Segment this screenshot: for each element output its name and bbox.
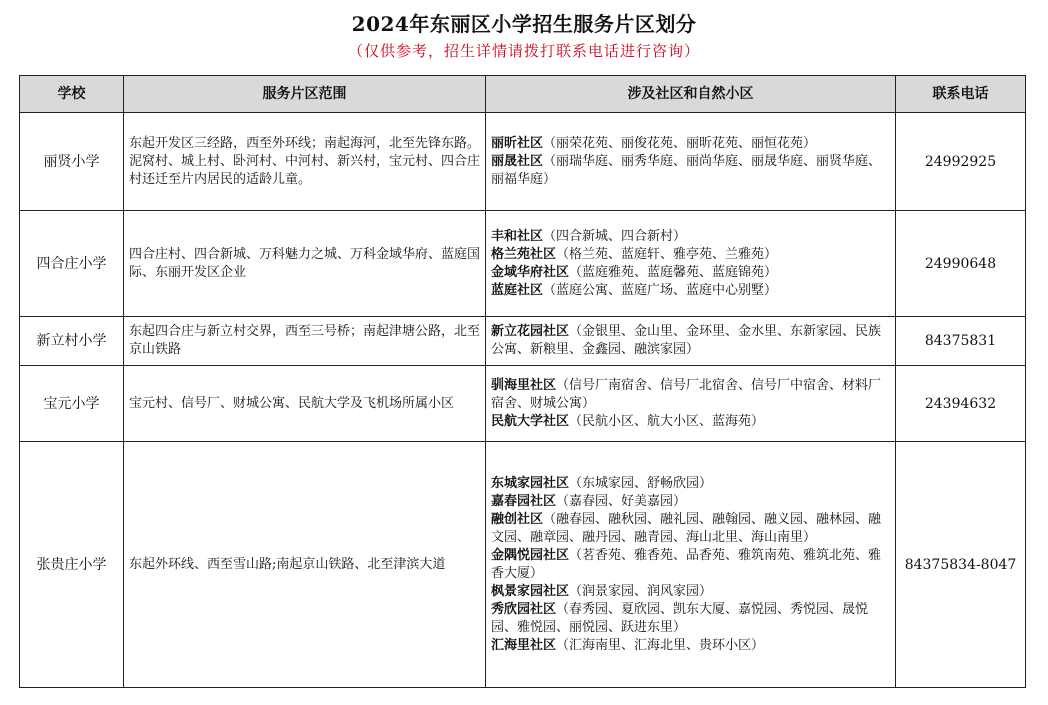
district-table [19,75,1026,688]
community-name: 汇海里社区 [491,637,557,653]
community-item [491,583,890,601]
service-range: 东起四合庄与新立村交界，西至三号桥；南起津塘公路，北至京山铁路 [124,317,486,366]
community-name: 民航大学社区 [491,413,570,429]
community-detail: （丽瑞华庭、丽秀华庭、丽尚华庭、丽晟华庭、丽贤华庭、丽福华庭） [491,153,882,187]
community-item [491,377,890,413]
community-name: 枫景家园社区 [491,583,570,599]
school-name: 新立村小学 [20,317,124,366]
community-name: 东城家园社区 [491,475,570,491]
community-name: 秀欣园社区 [491,601,557,617]
community-item [491,493,890,511]
community-detail: （民航小区、航大小区、蓝海苑） [569,413,765,429]
community-item [491,246,890,264]
community-item [491,601,890,637]
community-item [491,511,890,547]
community-detail: （丽荣花苑、丽俊花苑、丽昕花苑、丽恒花苑） [543,135,817,151]
header-school: 学校 [20,76,124,113]
community-detail: （茗香苑、雅香苑、品香苑、雅筑南苑、雅筑北苑、雅香大厦） [491,547,882,581]
phone-number: 84375834-8047 [896,442,1026,688]
header-communities: 涉及社区和自然小区 [486,76,896,113]
community-detail: （嘉春园、好美嘉园） [556,493,687,509]
community-list [486,211,896,317]
community-detail: （信号厂南宿舍、信号厂北宿舍、信号厂中宿舍、材料厂宿舍、财城公寓） [491,377,882,411]
community-detail: （汇海南里、汇海北里、贵环小区） [556,637,765,653]
community-item [491,228,890,246]
community-detail: （四合新城、四合新村） [543,228,687,244]
community-name: 格兰苑社区 [491,246,557,262]
community-name: 金域华府社区 [491,264,570,280]
community-name: 金隅悦园社区 [491,547,570,563]
header-phone: 联系电话 [896,76,1026,113]
table-header-row [20,76,1026,113]
community-name: 丽昕社区 [491,135,544,151]
community-item [491,475,890,493]
school-name: 宝元小学 [20,366,124,442]
service-range: 宝元村、信号厂、财城公寓、民航大学及飞机场所属小区 [124,366,486,442]
phone-number: 24990648 [896,211,1026,317]
school-name: 四合庄小学 [20,211,124,317]
table-row [20,317,1026,366]
community-name: 驯海里社区 [491,377,557,393]
community-item [491,135,890,153]
community-item [491,264,890,282]
phone-number: 24394632 [896,366,1026,442]
table-row [20,113,1026,211]
table-row [20,442,1026,688]
page-title: 2024年东丽区小学招生服务片区划分 [351,12,697,36]
community-name: 新立花园社区 [491,324,570,339]
page-subtitle: （仅供参考，招生详情请拨打联系电话进行咨询） [347,42,700,60]
community-detail: （格兰苑、蓝庭轩、雅亭苑、兰雅苑） [556,246,778,262]
community-name: 融创社区 [491,511,544,527]
community-name: 丽晟社区 [491,153,544,169]
community-item [491,413,890,431]
community-detail: （金银里、金山里、金环里、金水里、东新家园、民族公寓、新粮里、金鑫园、融滨家园） [491,324,882,357]
community-detail: （融春园、融秋园、融礼园、融翰园、融义园、融林园、融文园、融章园、融丹园、融青园、海山北里、海山南里） [491,511,882,545]
community-detail: （蓝庭公寓、蓝庭广场、蓝庭中心别墅） [543,282,778,298]
community-list [486,366,896,442]
school-name: 张贵庄小学 [20,442,124,688]
service-range: 东起外环线、西至雪山路;南起京山铁路、北至津滨大道 [124,442,486,688]
community-item [491,323,890,359]
community-item [491,637,890,655]
phone-number: 24992925 [896,113,1026,211]
community-list [486,442,896,688]
community-item [491,547,890,583]
community-detail: （蓝庭雅苑、蓝庭馨苑、蓝庭锦苑） [569,264,778,280]
service-range: 东起开发区三经路，西至外环线；南起海河，北至先锋东路。泥窝村、城上村、卧河村、中河村、新兴村，宝元村、四合庄村还迁至片内居民的适龄儿童。 [124,113,486,211]
community-detail: （润景家园、润风家园） [569,583,713,599]
community-name: 丰和社区 [491,228,544,244]
community-item [491,153,890,189]
community-name: 蓝庭社区 [491,282,544,298]
phone-number: 84375831 [896,317,1026,366]
service-range: 四合庄村、四合新城、万科魅力之城、万科金域华府、蓝庭国际、东丽开发区企业 [124,211,486,317]
school-name: 丽贤小学 [20,113,124,211]
header-range: 服务片区范围 [124,76,486,113]
community-detail: （春秀园、夏欣园、凯东大厦、嘉悦园、秀悦园、晟悦园、雅悦园、丽悦园、跃进东里） [491,601,869,635]
community-item [491,282,890,300]
community-name: 嘉春园社区 [491,493,557,509]
community-list [486,113,896,211]
community-detail: （东城家园、舒畅欣园） [569,475,713,491]
table-row [20,211,1026,317]
table-row [20,366,1026,442]
community-list [486,317,896,366]
